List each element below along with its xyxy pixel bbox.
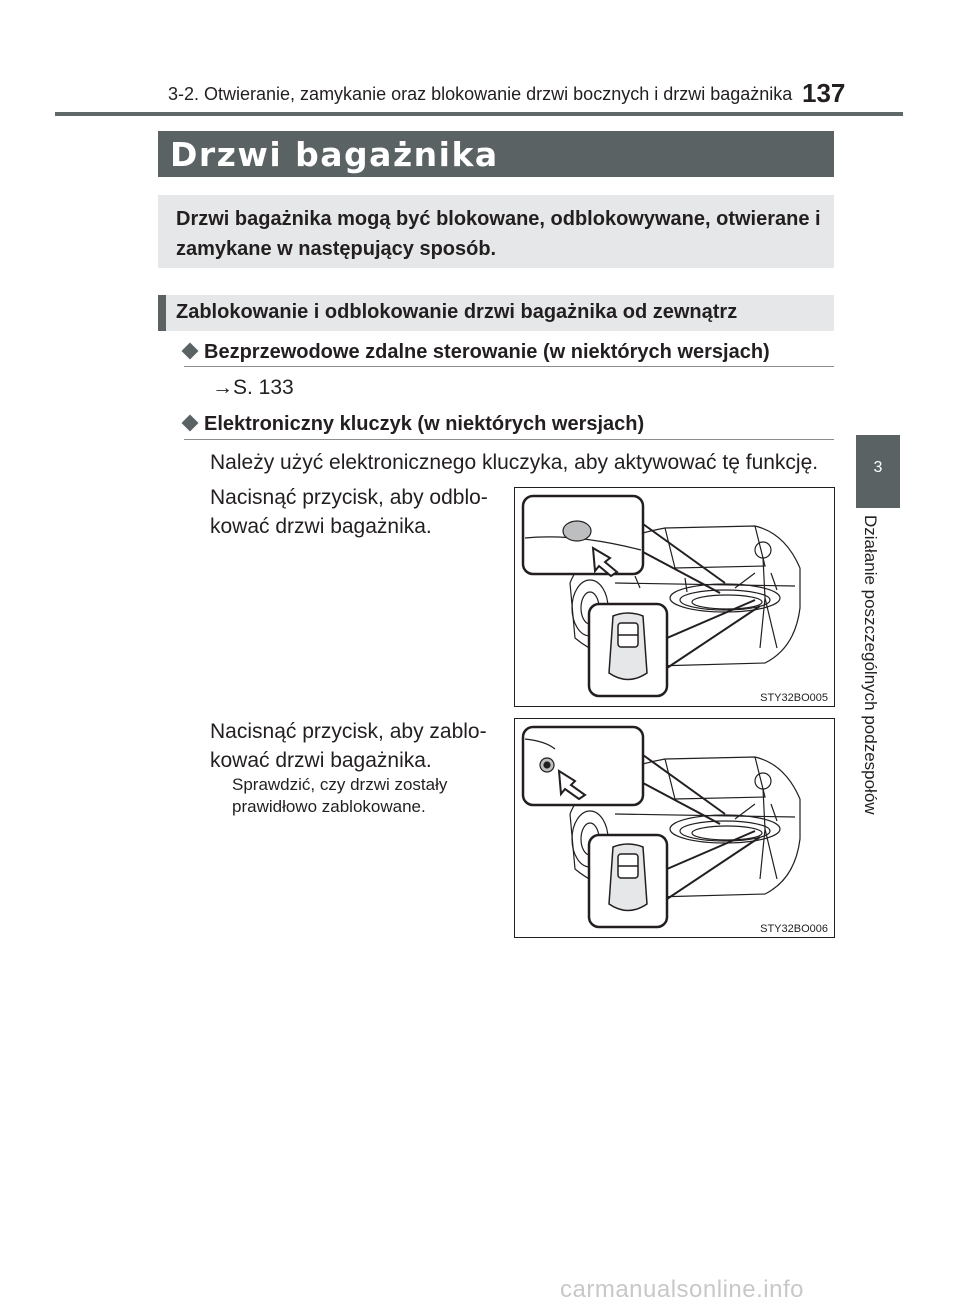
item-rule [184,439,834,440]
item-rule [184,366,834,367]
running-header: 3-2. Otwieranie, zamykanie oraz blokowanie drzwi bocznych i drzwi bagażnika [168,84,793,104]
figure-code: STY32BO006 [760,923,828,935]
item-heading-text: Bezprzewodowe zdalne sterowanie (w niektórych wersjach) [204,341,770,363]
note-text-line: prawidłowo zablokowane. [232,797,426,816]
subheading-accent-bar [158,295,166,331]
page-title: Drzwi bagażnika [170,135,499,174]
car-illustration-unlock [515,488,834,706]
item-text: Należy użyć elektronicznego kluczyka, aby aktywować tę funkcję. [210,451,819,474]
car-illustration-lock [515,719,834,937]
chapter-label [860,515,890,855]
item-heading-smart-key [184,413,644,436]
diamond-bullet-icon [182,415,199,432]
step-text-unlock [210,483,495,541]
step-text-line: Nacisnąć przycisk, aby odblo- [210,486,488,509]
note-text [232,774,494,818]
step-text-line: kować drzwi bagażnika. [210,515,432,538]
chapter-label-text: Działanie poszczególnych podzespołów [861,515,880,815]
note-text-line: Sprawdzić, czy drzwi zostały [232,775,448,794]
intro-text: Drzwi bagażnika mogą być blokowane, odblokowywane, otwierane i zamykane w następujący sposób. [176,208,821,260]
watermark: carmanualsonline.info [560,1276,804,1303]
step-text-line: kować drzwi bagażnika. [210,749,432,772]
subheading: Zablokowanie i odblokowanie drzwi bagażnika od zewnątrz [176,301,738,323]
page-number: 137 [802,78,846,108]
page-reference: →S. 133 [212,376,294,399]
item-heading-remote [184,341,770,364]
item-heading-text: Elektroniczny kluczyk (w niektórych wersjach) [204,413,645,435]
chapter-number: 3 [873,459,883,476]
step-text-lock [210,717,495,775]
figure-unlock [514,487,835,707]
step-text-line: Nacisnąć przycisk, aby zablo- [210,720,487,743]
figure-code: STY32BO005 [760,692,828,704]
figure-lock [514,718,835,938]
diamond-bullet-icon [182,343,199,360]
header-rule [55,112,903,116]
